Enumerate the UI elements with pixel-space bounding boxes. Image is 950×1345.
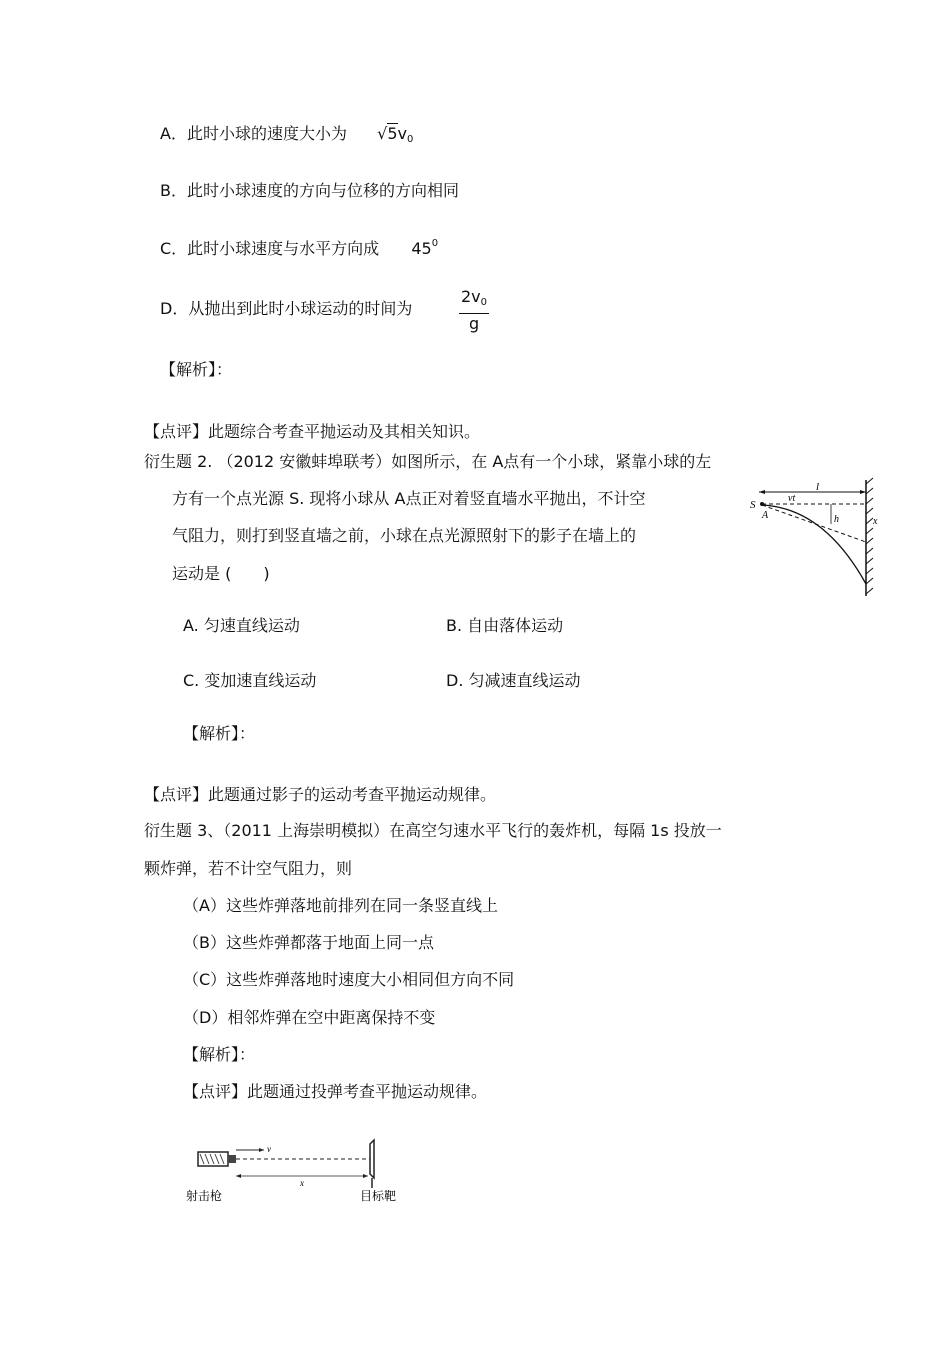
- target-caption: 目标靶: [360, 1189, 397, 1203]
- q3-option-b: （B）这些炸弹都落于地面上同一点: [183, 933, 434, 952]
- q2-option-b: B. 自由落体运动: [446, 616, 564, 635]
- fraction-denominator: g: [468, 314, 480, 333]
- gun-target-diagram: [184, 1130, 424, 1206]
- q1-option-d-label: D．从抛出到此时小球运动的时间为: [160, 299, 413, 318]
- q3-stem-line2: 颗炸弹，若不计空气阻力，则: [144, 859, 353, 878]
- q1-option-a-label: A．此时小球的速度大小为: [160, 124, 347, 143]
- q1-option-b: B．此时小球速度的方向与位移的方向相同: [160, 181, 459, 200]
- q2-comment: 【点评】此题通过影子的运动考查平抛运动规律。: [144, 785, 497, 804]
- wall: [866, 478, 873, 596]
- angle-degree: 0: [431, 238, 439, 249]
- velocity-symbol: v: [397, 124, 407, 143]
- q1-option-c: [160, 234, 438, 259]
- sqrt-radicand: 5: [387, 124, 398, 143]
- q3-analysis: 【解析】：: [183, 1045, 256, 1064]
- q2-option-d: D. 匀减速直线运动: [446, 671, 581, 690]
- distance-label: x: [300, 1178, 304, 1188]
- q2-stem-line2: 方有一个点光源 S. 现将小球从 A点正对着竖直墙水平抛出，不计空: [172, 489, 646, 508]
- q2-option-c: C. 变加速直线运动: [183, 671, 317, 690]
- q2-stem-line4: 运动是 ( ): [172, 564, 270, 583]
- velocity-subscript: 0: [407, 134, 414, 145]
- q1-comment: 【点评】此题综合考查平抛运动及其相关知识。: [144, 422, 481, 441]
- angle-value: 45: [411, 239, 432, 258]
- q2-stem-line1: 衍生题 2. （2012 安徽蚌埠联考）如图所示，在 A点有一个小球，紧靠小球的左: [144, 452, 712, 471]
- q1-option-c-label: C．此时小球速度与水平方向成: [160, 239, 380, 258]
- velocity-label: v: [267, 1144, 271, 1154]
- label-vt: vt: [788, 493, 796, 504]
- time-fraction: [459, 287, 489, 334]
- target-icon: [370, 1140, 374, 1188]
- label-a: A: [762, 510, 769, 521]
- q3-option-a: （A）这些炸弹落地前排列在同一条竖直线上: [183, 896, 498, 915]
- label-h: h: [834, 514, 839, 525]
- q3-comment: 【点评】此题通过投弹考查平抛运动规律。: [183, 1082, 488, 1101]
- sqrt-sign: √: [377, 124, 388, 143]
- q1-option-a: [160, 124, 413, 150]
- q2-stem-line3: 气阻力，则打到竖直墙之前，小球在点光源照射下的影子在墙上的: [172, 526, 637, 545]
- q1-analysis: 【解析】：: [160, 360, 233, 379]
- q2-analysis: 【解析】：: [183, 724, 256, 743]
- q3-option-d: （D）相邻炸弹在空中距离保持不变: [183, 1008, 436, 1027]
- q3-stem-line1: 衍生题 3、（2011 上海崇明模拟）在高空匀速水平飞行的轰炸机，每隔 1s 投放一: [144, 821, 722, 840]
- shadow-ray: [762, 505, 866, 542]
- q2-option-a: A. 匀速直线运动: [183, 616, 300, 635]
- q3-option-c: （C）这些炸弹落地时速度大小相同但方向不同: [183, 970, 515, 989]
- fraction-numerator: $2v_0$: [459, 287, 489, 314]
- gun-caption: 射击枪: [186, 1189, 223, 1203]
- label-s: S: [750, 499, 756, 511]
- light-source-point: [760, 502, 764, 506]
- gun-icon: [198, 1152, 236, 1166]
- projectile-shadow-diagram: [744, 474, 884, 600]
- label-x: x: [873, 516, 878, 527]
- trajectory-curve: [762, 505, 866, 584]
- label-l: l: [816, 481, 820, 493]
